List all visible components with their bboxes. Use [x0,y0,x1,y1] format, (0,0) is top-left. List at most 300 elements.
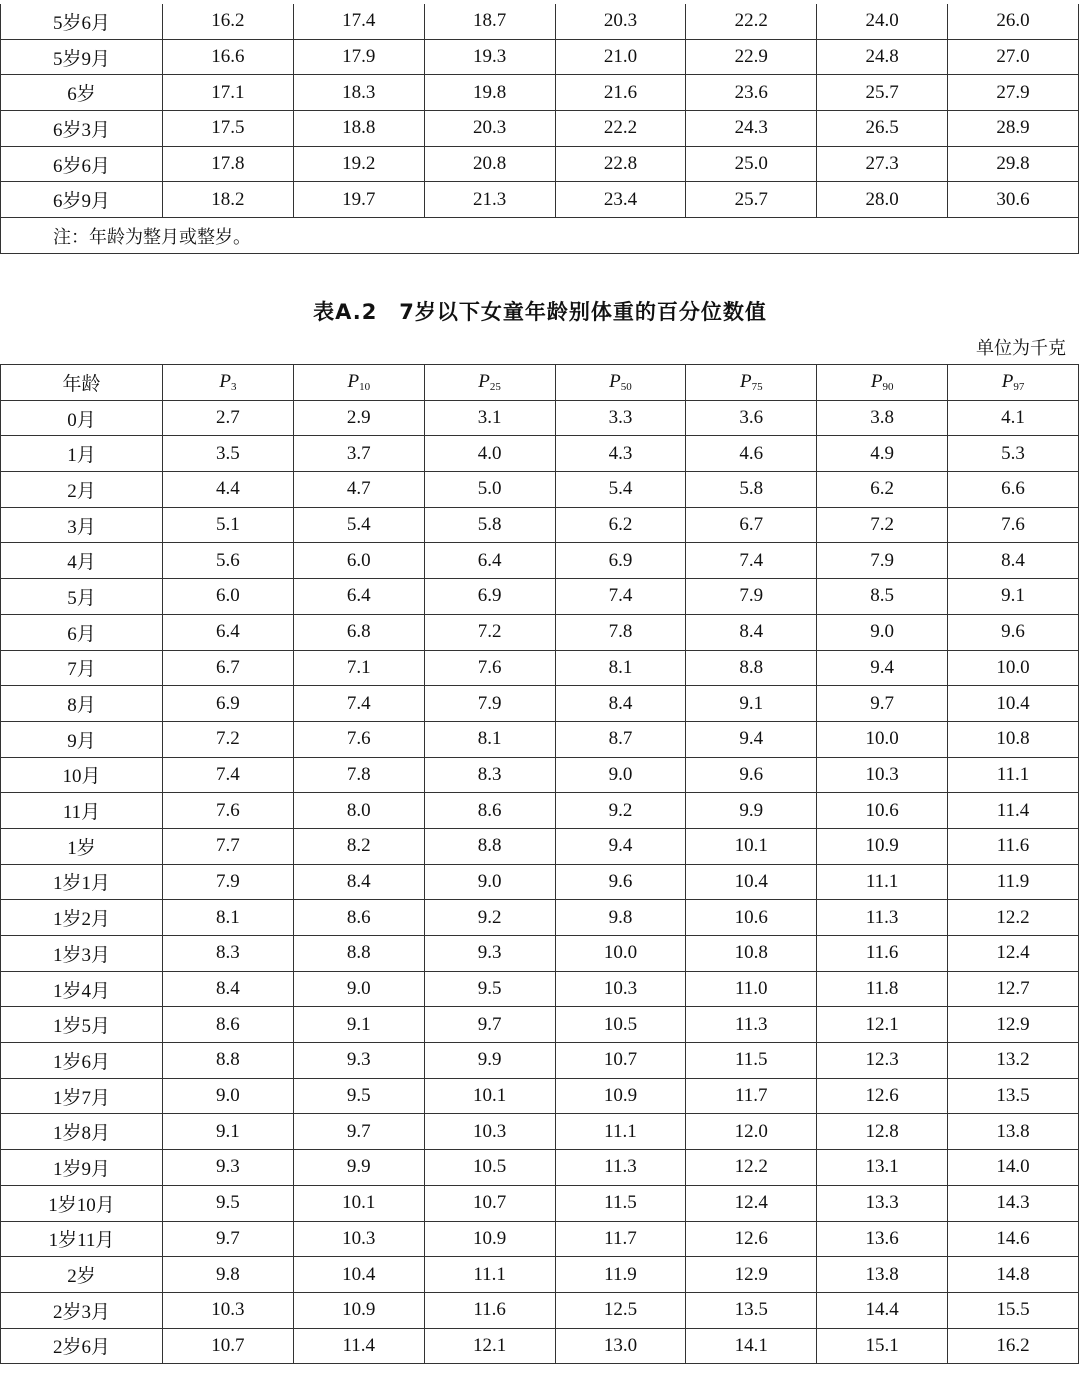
table-row [1,1221,1079,1257]
value-cell: 14.6 [948,1221,1079,1257]
value-cell: 22.8 [555,146,686,182]
percentile-symbol: P [609,371,621,393]
table-row [1,1150,1079,1186]
age-cell: 1岁8月 [1,1114,163,1150]
header-percentile-p3 [163,365,294,401]
value-cell: 6.7 [163,650,294,686]
value-cell: 9.2 [555,793,686,829]
table-row [1,146,1079,182]
value-cell: 8.3 [163,936,294,972]
age-cell: 1岁1月 [1,864,163,900]
table-row [1,1043,1079,1079]
header-percentile-p75 [686,365,817,401]
value-cell: 19.8 [424,75,555,111]
value-cell: 3.6 [686,400,817,436]
value-cell: 10.3 [163,1292,294,1328]
value-cell: 9.6 [686,757,817,793]
percentile-subscript: 75 [751,381,763,394]
value-cell: 9.8 [163,1257,294,1293]
value-cell: 13.5 [948,1078,1079,1114]
value-cell: 9.6 [555,864,686,900]
value-cell: 26.5 [817,111,948,147]
value-cell: 25.7 [817,75,948,111]
value-cell: 20.3 [555,4,686,39]
value-cell: 9.3 [293,1043,424,1079]
age-cell: 4月 [1,543,163,579]
value-cell: 5.3 [948,436,1079,472]
table-row [1,828,1079,864]
value-cell: 8.2 [293,828,424,864]
value-cell: 23.4 [555,182,686,218]
table-row [1,1328,1079,1364]
value-cell: 9.4 [817,650,948,686]
value-cell: 11.6 [948,828,1079,864]
percentile-subscript: 10 [359,381,371,394]
value-cell: 6.9 [163,686,294,722]
value-cell: 24.3 [686,111,817,147]
value-cell: 6.7 [686,507,817,543]
value-cell: 11.7 [686,1078,817,1114]
value-cell: 7.2 [817,507,948,543]
value-cell: 12.2 [948,900,1079,936]
value-cell: 7.7 [163,828,294,864]
value-cell: 13.0 [555,1328,686,1364]
value-cell: 13.2 [948,1043,1079,1079]
value-cell: 3.3 [555,400,686,436]
value-cell: 12.1 [424,1328,555,1364]
value-cell: 10.6 [817,793,948,829]
value-cell: 27.9 [948,75,1079,111]
age-cell: 1岁 [1,828,163,864]
value-cell: 14.3 [948,1185,1079,1221]
header-age: 年龄 [1,365,163,401]
value-cell: 3.5 [163,436,294,472]
value-cell: 9.5 [293,1078,424,1114]
age-cell: 6岁3月 [1,111,163,147]
age-cell: 7月 [1,650,163,686]
value-cell: 5.4 [555,472,686,508]
table-row [1,75,1079,111]
value-cell: 8.6 [293,900,424,936]
value-cell: 18.3 [293,75,424,111]
value-cell: 7.8 [293,757,424,793]
value-cell: 10.5 [424,1150,555,1186]
value-cell: 10.9 [293,1292,424,1328]
value-cell: 8.4 [163,971,294,1007]
value-cell: 11.6 [424,1292,555,1328]
value-cell: 7.9 [817,543,948,579]
value-cell: 8.7 [555,721,686,757]
table-row [1,721,1079,757]
value-cell: 28.9 [948,111,1079,147]
value-cell: 13.3 [817,1185,948,1221]
table-header-row [1,365,1079,401]
value-cell: 10.3 [424,1114,555,1150]
value-cell: 11.7 [555,1221,686,1257]
table-a1-continued [0,4,1079,254]
table-row [1,900,1079,936]
value-cell: 12.5 [555,1292,686,1328]
age-cell: 3月 [1,507,163,543]
header-percentile-p10 [293,365,424,401]
value-cell: 8.4 [555,686,686,722]
value-cell: 9.1 [293,1007,424,1043]
value-cell: 8.6 [424,793,555,829]
value-cell: 11.8 [817,971,948,1007]
value-cell: 4.1 [948,400,1079,436]
value-cell: 24.0 [817,4,948,39]
value-cell: 8.1 [424,721,555,757]
value-cell: 9.4 [686,721,817,757]
value-cell: 13.8 [948,1114,1079,1150]
age-cell: 1岁10月 [1,1185,163,1221]
value-cell: 25.0 [686,146,817,182]
age-cell: 8月 [1,686,163,722]
header-percentile-p97 [948,365,1079,401]
value-cell: 7.9 [686,579,817,615]
value-cell: 19.7 [293,182,424,218]
table-row [1,650,1079,686]
value-cell: 10.1 [424,1078,555,1114]
age-cell: 10月 [1,757,163,793]
value-cell: 9.9 [424,1043,555,1079]
value-cell: 7.6 [424,650,555,686]
age-cell: 2岁3月 [1,1292,163,1328]
percentile-symbol: P [478,371,490,393]
value-cell: 18.8 [293,111,424,147]
value-cell: 9.1 [948,579,1079,615]
value-cell: 10.0 [555,936,686,972]
value-cell: 9.0 [293,971,424,1007]
age-cell: 5月 [1,579,163,615]
percentile-symbol: P [870,371,883,393]
value-cell: 6.0 [163,579,294,615]
value-cell: 10.3 [555,971,686,1007]
value-cell: 3.1 [424,400,555,436]
table-row [1,4,1079,39]
header-percentile-p90 [817,365,948,401]
value-cell: 17.9 [293,39,424,75]
value-cell: 12.2 [686,1150,817,1186]
value-cell: 8.8 [686,650,817,686]
value-cell: 6.9 [555,543,686,579]
percentile-symbol: P [1001,371,1014,393]
value-cell: 11.4 [293,1328,424,1364]
age-cell: 1岁6月 [1,1043,163,1079]
value-cell: 9.7 [817,686,948,722]
value-cell: 9.8 [555,900,686,936]
age-cell: 1岁9月 [1,1150,163,1186]
value-cell: 7.6 [948,507,1079,543]
value-cell: 8.4 [686,614,817,650]
value-cell: 5.6 [163,543,294,579]
value-cell: 10.0 [948,650,1079,686]
value-cell: 12.1 [817,1007,948,1043]
value-cell: 11.1 [555,1114,686,1150]
value-cell: 11.1 [817,864,948,900]
table-row [1,436,1079,472]
value-cell: 10.9 [555,1078,686,1114]
value-cell: 8.5 [817,579,948,615]
value-cell: 10.4 [293,1257,424,1293]
value-cell: 30.6 [948,182,1079,218]
value-cell: 6.2 [817,472,948,508]
table-row [1,757,1079,793]
value-cell: 12.6 [817,1078,948,1114]
value-cell: 16.2 [163,4,294,39]
value-cell: 12.6 [686,1221,817,1257]
table-row [1,400,1079,436]
value-cell: 20.3 [424,111,555,147]
value-cell: 15.5 [948,1292,1079,1328]
table-row [1,543,1079,579]
value-cell: 18.2 [163,182,294,218]
age-cell: 2月 [1,472,163,508]
value-cell: 11.3 [686,1007,817,1043]
value-cell: 4.0 [424,436,555,472]
table-row [1,507,1079,543]
value-cell: 12.4 [948,936,1079,972]
table-row [1,579,1079,615]
table-row [1,39,1079,75]
value-cell: 6.4 [163,614,294,650]
percentile-subscript: 50 [620,381,632,394]
value-cell: 6.0 [293,543,424,579]
value-cell: 7.9 [424,686,555,722]
value-cell: 5.8 [686,472,817,508]
value-cell: 4.6 [686,436,817,472]
header-percentile-p50 [555,365,686,401]
value-cell: 20.8 [424,146,555,182]
value-cell: 10.0 [817,721,948,757]
age-cell: 1岁3月 [1,936,163,972]
value-cell: 10.7 [424,1185,555,1221]
value-cell: 8.8 [163,1043,294,1079]
value-cell: 17.5 [163,111,294,147]
value-cell: 8.8 [424,828,555,864]
value-cell: 4.7 [293,472,424,508]
value-cell: 7.4 [163,757,294,793]
value-cell: 6.2 [555,507,686,543]
value-cell: 9.9 [293,1150,424,1186]
value-cell: 23.6 [686,75,817,111]
value-cell: 3.8 [817,400,948,436]
value-cell: 25.7 [686,182,817,218]
value-cell: 9.7 [163,1221,294,1257]
percentile-subscript: 3 [230,381,237,394]
value-cell: 13.5 [686,1292,817,1328]
value-cell: 10.8 [686,936,817,972]
value-cell: 8.0 [293,793,424,829]
age-cell: 2岁 [1,1257,163,1293]
value-cell: 22.2 [686,4,817,39]
value-cell: 22.2 [555,111,686,147]
age-cell: 9月 [1,721,163,757]
value-cell: 11.4 [948,793,1079,829]
value-cell: 24.8 [817,39,948,75]
value-cell: 13.6 [817,1221,948,1257]
value-cell: 8.1 [163,900,294,936]
value-cell: 11.9 [555,1257,686,1293]
age-cell: 2岁6月 [1,1328,163,1364]
value-cell: 14.4 [817,1292,948,1328]
value-cell: 19.3 [424,39,555,75]
value-cell: 3.7 [293,436,424,472]
value-cell: 11.0 [686,971,817,1007]
age-cell: 1岁11月 [1,1221,163,1257]
table-row [1,1078,1079,1114]
value-cell: 11.3 [817,900,948,936]
value-cell: 7.1 [293,650,424,686]
value-cell: 16.2 [948,1328,1079,1364]
table-row [1,686,1079,722]
table-row [1,971,1079,1007]
value-cell: 10.7 [555,1043,686,1079]
value-cell: 21.6 [555,75,686,111]
value-cell: 7.2 [163,721,294,757]
value-cell: 10.8 [948,721,1079,757]
value-cell: 7.6 [163,793,294,829]
value-cell: 6.8 [293,614,424,650]
value-cell: 11.5 [686,1043,817,1079]
table-row [1,864,1079,900]
table-row [1,472,1079,508]
age-cell: 11月 [1,793,163,829]
table-row [1,1007,1079,1043]
value-cell: 9.1 [686,686,817,722]
value-cell: 9.0 [555,757,686,793]
age-cell: 1岁4月 [1,971,163,1007]
value-cell: 11.6 [817,936,948,972]
value-cell: 5.4 [293,507,424,543]
value-cell: 6.4 [293,579,424,615]
percentile-symbol: P [219,371,231,393]
value-cell: 10.3 [817,757,948,793]
value-cell: 5.0 [424,472,555,508]
value-cell: 10.9 [817,828,948,864]
table-row [1,111,1079,147]
value-cell: 9.0 [424,864,555,900]
value-cell: 21.0 [555,39,686,75]
table-row [1,1185,1079,1221]
table-note: 注：年龄为整月或整岁。 [1,218,1079,254]
value-cell: 9.0 [817,614,948,650]
age-cell: 1岁2月 [1,900,163,936]
percentile-subscript: 90 [882,381,894,394]
age-cell: 6月 [1,614,163,650]
value-cell: 12.8 [817,1114,948,1150]
value-cell: 27.3 [817,146,948,182]
age-cell: 6岁6月 [1,146,163,182]
value-cell: 2.9 [293,400,424,436]
value-cell: 14.8 [948,1257,1079,1293]
age-cell: 5岁9月 [1,39,163,75]
value-cell: 28.0 [817,182,948,218]
value-cell: 11.3 [555,1150,686,1186]
value-cell: 12.3 [817,1043,948,1079]
value-cell: 9.9 [686,793,817,829]
value-cell: 17.4 [293,4,424,39]
value-cell: 18.7 [424,4,555,39]
value-cell: 22.9 [686,39,817,75]
age-cell: 1岁7月 [1,1078,163,1114]
value-cell: 6.6 [948,472,1079,508]
table-row [1,614,1079,650]
value-cell: 14.0 [948,1150,1079,1186]
percentile-symbol: P [347,371,360,393]
value-cell: 11.5 [555,1185,686,1221]
value-cell: 8.4 [293,864,424,900]
value-cell: 17.8 [163,146,294,182]
percentile-symbol: P [739,371,752,393]
value-cell: 11.1 [424,1257,555,1293]
value-cell: 7.9 [163,864,294,900]
value-cell: 9.4 [555,828,686,864]
value-cell: 6.9 [424,579,555,615]
value-cell: 9.7 [293,1114,424,1150]
value-cell: 10.3 [293,1221,424,1257]
value-cell: 9.3 [424,936,555,972]
percentile-subscript: 97 [1013,381,1025,394]
value-cell: 7.6 [293,721,424,757]
table-row [1,1257,1079,1293]
value-cell: 4.3 [555,436,686,472]
value-cell: 29.8 [948,146,1079,182]
age-cell: 0月 [1,400,163,436]
table-row [1,182,1079,218]
table-a2-girls-weight [0,364,1079,1364]
value-cell: 12.9 [948,1007,1079,1043]
value-cell: 17.1 [163,75,294,111]
value-cell: 16.6 [163,39,294,75]
table-row [1,1292,1079,1328]
value-cell: 9.5 [163,1185,294,1221]
value-cell: 9.1 [163,1114,294,1150]
value-cell: 12.9 [686,1257,817,1293]
value-cell: 9.5 [424,971,555,1007]
age-cell: 6岁9月 [1,182,163,218]
header-percentile-p25 [424,365,555,401]
value-cell: 4.4 [163,472,294,508]
value-cell: 10.6 [686,900,817,936]
age-cell: 6岁 [1,75,163,111]
value-cell: 26.0 [948,4,1079,39]
value-cell: 10.1 [293,1185,424,1221]
note-row [1,218,1079,254]
value-cell: 14.1 [686,1328,817,1364]
value-cell: 7.4 [686,543,817,579]
value-cell: 7.2 [424,614,555,650]
value-cell: 10.9 [424,1221,555,1257]
value-cell: 4.9 [817,436,948,472]
value-cell: 9.3 [163,1150,294,1186]
value-cell: 21.3 [424,182,555,218]
value-cell: 10.4 [686,864,817,900]
value-cell: 10.7 [163,1328,294,1364]
value-cell: 8.6 [163,1007,294,1043]
age-cell: 1月 [1,436,163,472]
value-cell: 7.8 [555,614,686,650]
value-cell: 10.1 [686,828,817,864]
value-cell: 12.4 [686,1185,817,1221]
value-cell: 11.1 [948,757,1079,793]
percentile-subscript: 25 [489,381,501,394]
table-row [1,793,1079,829]
value-cell: 2.7 [163,400,294,436]
value-cell: 12.7 [948,971,1079,1007]
value-cell: 5.8 [424,507,555,543]
value-cell: 12.0 [686,1114,817,1150]
